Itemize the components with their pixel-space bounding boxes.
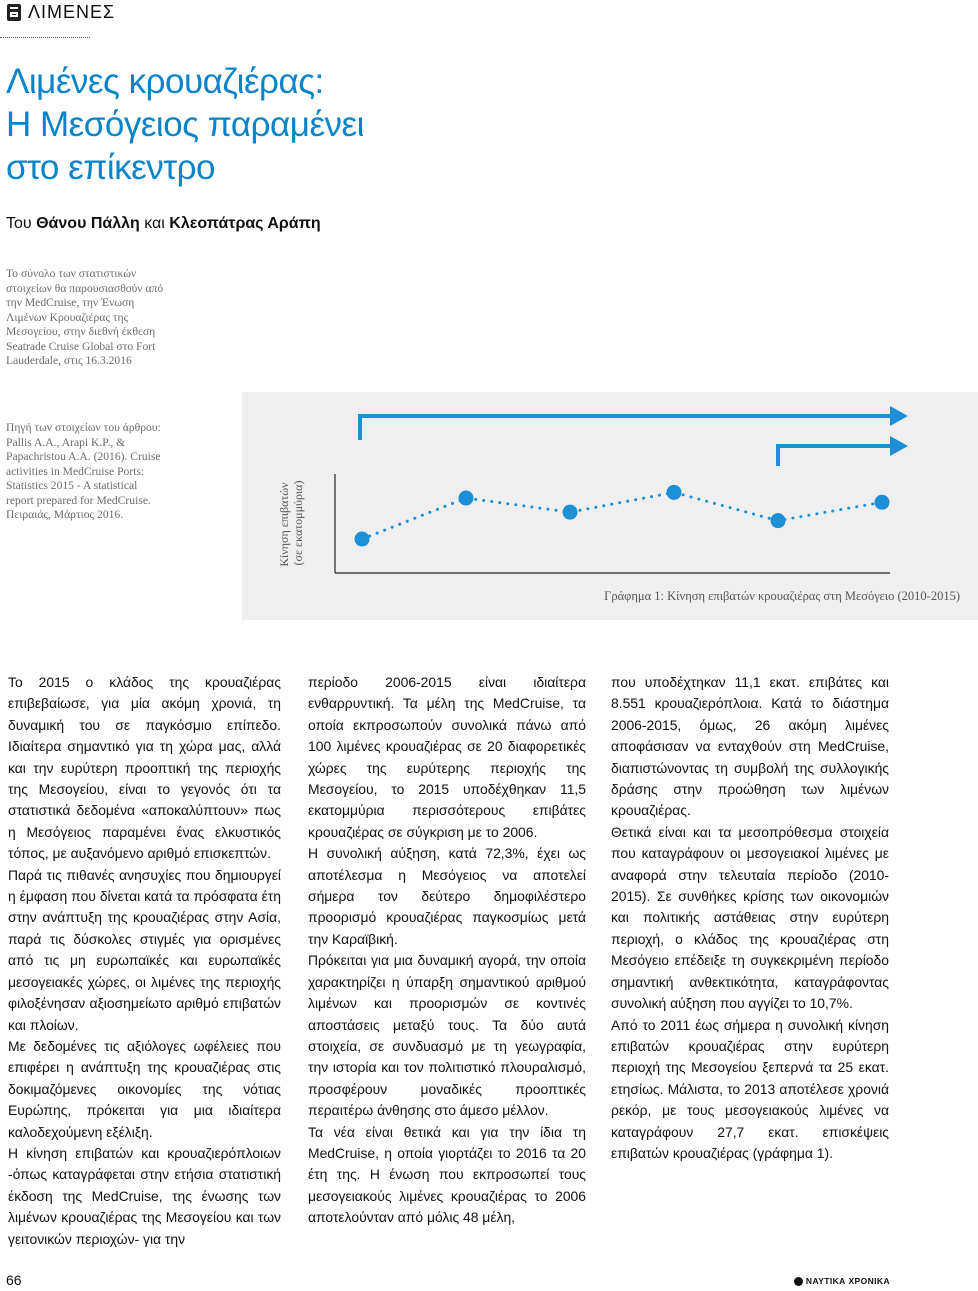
bracket-line-short xyxy=(778,446,897,466)
paragraph: Πρόκειται για μια δυναμική αγορά, την οποία χαρακτηρίζει η ύπαρξη σημαντικού αριθμού λιμένων και προορισμών σε κοντινές αποστάσεις μεταξύ τους. Τα δύο αυτά στοιχεία, σε συνδυασμό με τη γεωγραφία, την ιστορία και τον πολιτιστικό πλουραλισμό, προσφέρουν μοναδικές προοπτικές περαιτέρω άνθησης στο άμεσο μέλλον. xyxy=(308,952,586,1119)
arrow-head-icon xyxy=(890,436,908,456)
article-title xyxy=(6,60,526,189)
header-divider xyxy=(0,37,90,38)
y-label-line: Κίνηση επιβατών xyxy=(277,482,291,567)
data-point-2013 xyxy=(667,485,682,500)
paragraph: Η συνολική αύξηση, κατά 72,3%, έχει ως αποτέλεσμα η Μεσόγειος να αποτελεί σήμερα τον δεύτερο δημοφιλέστερο προορισμό κρουαζιέρας παγκοσμίως μετά την Καραϊβική. xyxy=(308,845,586,947)
side-note-event: Το σύνολο των στατιστικών στοιχείων θα παρουσιασθούν από την MedCruise, την Ένωση Λιμένων Κρουαζιέρας της Μεσογείου, στην διεθνή έκθεση Seatrade Cruise Global στο Fort Lauderdale, στις 16.3.2016 xyxy=(6,267,164,367)
brand-logo xyxy=(794,1276,890,1286)
side-note-source: Πηγή των στοιχείων του άρθρου: Pallis A.A., Arapi K.P., & Papachristou A.A. (2016). Cruise activities in MedCruise Ports: Statistics 2015 - A statistical report prepared for MedCruise. Πειραιάς, Μάρτιος 2016. xyxy=(6,421,161,521)
passenger-chart xyxy=(242,392,978,620)
data-point-2015 xyxy=(875,495,890,510)
paragraph: Το 2015 ο κλάδος της κρουαζιέρας επιβεβαίωσε, για μία ακόμη χρονιά, τη δυναμική του σε παγκόσμιο επίπεδο. Ιδιαίτερα σημαντικό για τη χώρα μας, αλλά και την ευρύτερη προοπτική της περιοχής της Μεσογείου, είναι το γεγονός ότι τα στατιστικά δεδομένα «αποκαλύπτουν» πως η Μεσόγειος παραμένει ένας ελκυστικός τόπος, με αυξανόμενο αριθμό επισκεπτών. xyxy=(8,674,281,862)
paragraph: Με δεδομένες τις αξιόλογες ωφέλειες που επιφέρει η ανάπτυξη της κρουαζιέρας στις δοκιμαζόμενες οικονομίες της νότιας Ευρώπης, πρόκειται για μια ιδιαίτερα καλοδεχούμενη εξέλιξη. xyxy=(8,1037,281,1140)
arrow-head-icon xyxy=(890,406,908,426)
chart-panel xyxy=(242,392,978,620)
author-name: Κλεοπάτρας Αράπη xyxy=(169,215,321,232)
section-label: ΛΙΜΕΝΕΣ xyxy=(28,2,116,22)
body-column-3 xyxy=(611,672,889,1164)
byline-connector: και xyxy=(139,215,170,232)
chart-caption: Γράφημα 1: Κίνηση επιβατών κρουαζιέρας στη Μεσόγειο (2010-2015) xyxy=(604,589,960,603)
paragraph: περίοδο 2006-2015 είναι ιδιαίτερα ενθαρρυντική. Τα μέλη της MedCruise, τα οποία εκπροσωπούν συνολικά πάνω από 100 λιμένες κρουαζιέρας σε 20 διαφορετικές χώρες της ευρύτερης περιοχής της Μεσογείου, το 2015 υποδέχθηκαν 11,5 εκατομμύρια περισσότερους επιβάτες κρουαζιέρας σε σύγκριση με το 2006. xyxy=(308,674,586,840)
paragraph: Θετικά είναι και τα μεσοπρόθεσμα στοιχεία που καταγράφουν οι μεσογειακοί λιμένες με αναφορά στην τελευταία περίοδο (2010-2015). Σε συνθήκες κρίσης των οικονομιών και πολιτικής αστάθειας στην ευρύτερη περιοχή, ο κλάδος της κρουαζιέρας στη Μεσόγειο επέδειξε τη συγκεκριμένη περίοδο σημαντική ανθεκτικότητα, καταγράφοντας συνολική αύξηση που αγγίζει το 10,7%. xyxy=(611,823,889,1012)
series-group xyxy=(355,485,890,547)
brand-name: ΝΑΥΤΙΚΑ ΧΡΟΝΙΚΑ xyxy=(805,1276,890,1286)
title-line: Η Μεσόγειος παραμένει xyxy=(6,105,364,144)
paragraph: που υποδέχτηκαν 11,1 εκατ. επιβάτες και 8.551 κρουαζιερόπλοια. Κατά το διάστημα 2006-2015, όμως, 26 ακόμη λιμένες αποφάσισαν να ενταχθούν στη MedCruise, διαπιστώνοντας τη συμβολή της συλλογικής δράσης στην προώθηση των λιμένων κρουαζιέρας. xyxy=(611,674,889,819)
y-label-line: (σε εκατομμύρια) xyxy=(291,480,305,566)
data-point-2011 xyxy=(459,491,474,506)
paragraph: Η κίνηση επιβατών και κρουαζιερόπλοιων -όπως καταγράφεται στην ετήσια στατιστική έκδοση της MedCruise, της ένωσης των λιμένων κρουαζιέρας της Μεσογείου και των γειτονικών περιοχών- για την xyxy=(8,1144,281,1247)
page-number: 66 xyxy=(6,1272,22,1288)
body-column-1 xyxy=(8,672,281,1250)
bracket-line-long xyxy=(360,416,897,440)
title-line: Λιμένες κρουαζιέρας: xyxy=(6,62,324,101)
data-point-2012 xyxy=(563,505,578,520)
title-line: στο επίκεντρο xyxy=(6,148,215,187)
newspaper-icon xyxy=(7,4,21,21)
author-name: Θάνου Πάλλη xyxy=(36,215,140,232)
byline-prefix: Του xyxy=(6,215,37,232)
series-line xyxy=(362,492,882,539)
paragraph: Παρά τις πιθανές ανησυχίες που δημιουργεί η έμφαση που δίνεται κατά τα πρόσφατα έτη στην ανάπτυξη της κρουαζιέρας στην Ασία, παρά τις δύσκολες στιγμές για ορισμένες από τις μη ευρωπαϊκές και ευρωπαϊκές μεσογειακές χώρες, οι λιμένες της περιοχής φιλοξένησαν αξιοσημείωτο αριθμό επιβατών και πλοίων. xyxy=(8,866,281,1033)
paragraph: Τα νέα είναι θετικά και για την ίδια τη MedCruise, η οποία γιορτάζει το 2016 τα 20 έτη της. Η ένωση που εκπροσωπεί τους μεσογειακούς λιμένες κρουαζιέρας το 2006 αποτελούνταν από μόλις 48 μέλη, xyxy=(308,1123,586,1226)
logo-icon xyxy=(794,1277,803,1286)
data-point-2014 xyxy=(771,513,786,528)
data-point-2010 xyxy=(355,532,370,547)
body-column-2 xyxy=(308,672,586,1229)
byline xyxy=(6,215,321,233)
y-axis-label xyxy=(277,479,305,566)
paragraph: Από το 2011 έως σήμερα η συνολική κίνηση επιβατών κρουαζιέρας στην ευρύτερη περιοχή της Μεσογείου ξεπερνά τα 25 εκατ. ετησίως. Μάλιστα, το 2013 αποτέλεσε χρονιά ρεκόρ, με τους μεσογειακούς λιμένες να καταγράφουν 27,7 εκατ. επισκέψεις επιβατών κρουαζιέρας (γράφημα 1). xyxy=(611,1016,889,1161)
